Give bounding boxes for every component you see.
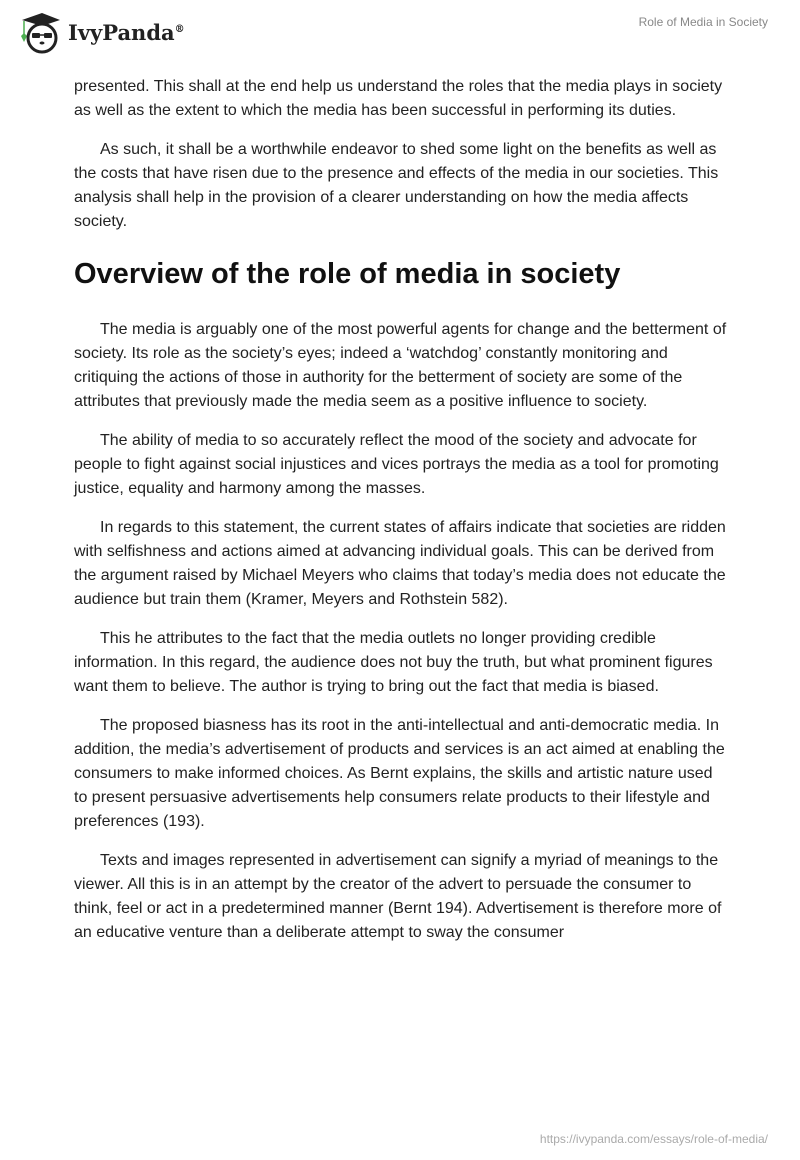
logo[interactable] — [18, 10, 185, 54]
brand-text: IvyPanda — [68, 19, 175, 45]
panda-logo-icon — [18, 10, 62, 54]
document-title: Role of Media in Society — [638, 15, 768, 29]
registered-mark: ® — [174, 23, 185, 35]
source-url[interactable]: https://ivypanda.com/essays/role-of-media/ — [539, 1132, 768, 1146]
paragraph: The proposed biasness has its root in the anti-intellectual and anti-democratic media. In addition, the media’s advertisement of products and services is an act aimed at enabling the consumers to make informed choices. As Bernt explains, the skills and artistic nature used to present persuasive advertisements help consumers relate products to their lifestyle and preferences (193). — [74, 717, 725, 830]
paragraph: The media is arguably one of the most powerful agents for change and the betterment of society. Its role as the society’s eyes; indeed a ‘watchdog’ constantly monitoring and critiquing the actions of those in authority for the betterment of society are some of the attributes that previously made the media seem as a positive influence to society. — [74, 321, 727, 410]
paragraph: Texts and images represented in advertisement can signify a myriad of meanings to the viewer. All this is in an attempt by the creator of the advert to persuade the consumer to think, feel or act in a predetermined manner (Bernt 194). Advertisement is therefore more of an educative venture than a deliberate attempt to sway the consumer — [74, 852, 722, 941]
paragraph: In regards to this statement, the current states of affairs indicate that societies are ridden with selfishness and actions aimed at advancing individual goals. This can be derived from the argument raised by Michael Meyers who claims that today’s media does not educate the audience but train them (Kramer, Meyers and Rothstein 582). — [74, 519, 726, 608]
header — [0, 0, 800, 60]
paragraph: As such, it shall be a worthwhile endeavor to shed some light on the benefits as well as the costs that have risen due to the presence and effects of the media in our societies. This analysis shall help in the provision of a clearer understanding on how the media affects society. — [74, 141, 719, 230]
paragraph: This he attributes to the fact that the media outlets no longer providing credible information. In this regard, the audience does not buy the truth, but what prominent figures want them to believe. The author is trying to bring out the fact that media is biased. — [74, 630, 713, 695]
section-heading: Overview of the role of media in society — [74, 258, 621, 290]
paragraph: presented. This shall at the end help us understand the roles that the media plays in society as well as the extent to which the media has been successful in performing its duties. — [74, 78, 723, 119]
paragraph: The ability of media to so accurately reflect the mood of the society and advocate for people to fight against social injustices and vices portrays the media as a tool for promoting justice, equality and harmony among the masses. — [74, 432, 719, 497]
essay-body — [74, 75, 729, 960]
brand-name — [68, 20, 185, 45]
